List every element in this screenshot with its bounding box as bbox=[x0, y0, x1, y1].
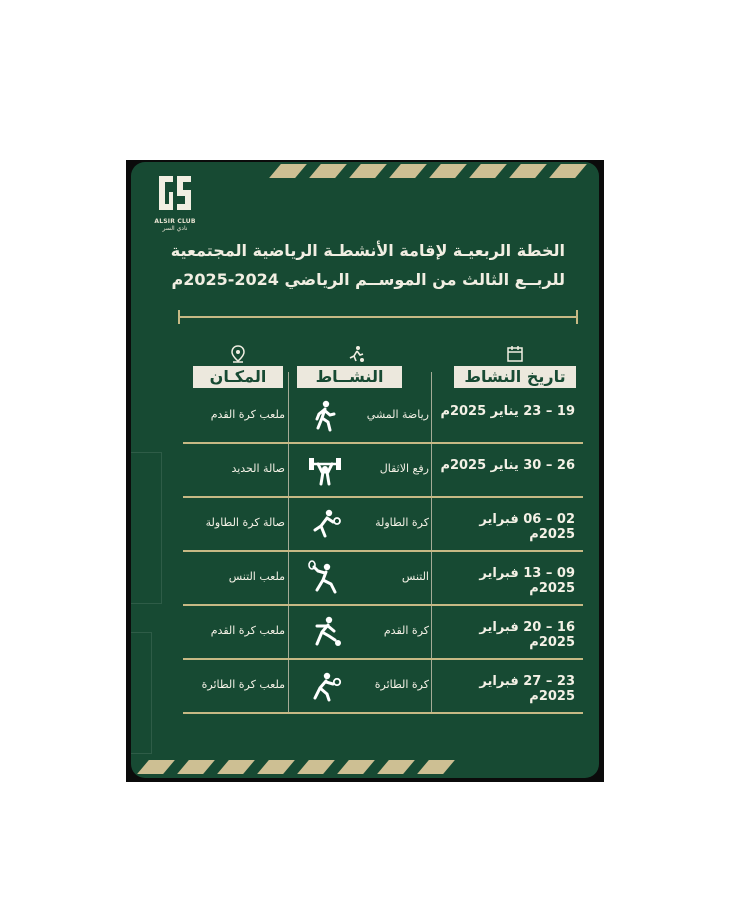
page-title bbox=[165, 236, 565, 294]
row-activity: التنس bbox=[401, 570, 429, 583]
row-place: ملعب كرة القدم bbox=[210, 408, 285, 421]
row-activity: كرة الطاولة bbox=[375, 516, 429, 529]
row-place: صالة كرة الطاولة bbox=[205, 516, 285, 529]
row-activity: رياضة المشي bbox=[366, 408, 429, 421]
row-place: ملعب كرة القدم bbox=[210, 624, 285, 637]
column-header-date: تاريخ النشاط bbox=[454, 366, 576, 388]
title-divider bbox=[178, 310, 578, 324]
row-place: ملعب التنس bbox=[228, 570, 285, 583]
row-date: 26 – 30 يناير 2025م bbox=[440, 458, 575, 473]
row-place: ملعب كرة الطائرة bbox=[201, 678, 285, 691]
table-tennis-icon bbox=[307, 506, 343, 542]
row-date: 16 – 20 فبراير 2025م bbox=[479, 620, 575, 650]
table-row bbox=[183, 446, 583, 498]
row-date: 19 – 23 يناير 2025م bbox=[440, 404, 575, 419]
row-activity: كرة القدم bbox=[383, 624, 429, 637]
poster bbox=[126, 160, 604, 782]
location-pin-icon bbox=[228, 344, 248, 364]
row-place: صالة الحديد bbox=[231, 462, 285, 475]
row-activity: رفع الاثقال bbox=[379, 462, 429, 475]
club-name-en: ALSIR CLUB bbox=[154, 218, 196, 225]
football-icon bbox=[307, 614, 343, 650]
tennis-icon bbox=[307, 560, 343, 596]
logo-mark-icon bbox=[155, 172, 195, 216]
row-date: 09 – 13 فبراير 2025م bbox=[479, 566, 575, 596]
table-row bbox=[183, 554, 583, 606]
row-date: 23 – 27 فبراير 2025م bbox=[479, 674, 575, 704]
poster-panel bbox=[131, 162, 599, 778]
sport-player-icon bbox=[346, 344, 366, 364]
table-row bbox=[183, 500, 583, 552]
table-row bbox=[183, 608, 583, 660]
table-row bbox=[183, 392, 583, 444]
title-line-1: الخطة الربعيـة لإقامة الأنشطـة الرياضية المجتمعية bbox=[170, 241, 565, 260]
walking-icon bbox=[307, 398, 343, 434]
column-header-place: المكـان bbox=[193, 366, 283, 388]
club-name-ar: نادي السر bbox=[162, 225, 188, 232]
table-row bbox=[183, 662, 583, 714]
title-line-2: للربــع الثالث من الموســم الرياضي 2024-2025م bbox=[171, 270, 565, 289]
top-stripes bbox=[275, 164, 581, 178]
weightlifting-icon bbox=[307, 452, 343, 488]
column-header-activity: النشــاط bbox=[297, 366, 402, 388]
bottom-stripes bbox=[143, 760, 449, 774]
volleyball-icon bbox=[307, 668, 343, 704]
club-logo bbox=[149, 172, 201, 238]
calendar-icon bbox=[505, 344, 525, 364]
row-date: 02 – 06 فبراير 2025م bbox=[479, 512, 575, 542]
row-activity: كرة الطائرة bbox=[374, 678, 429, 691]
